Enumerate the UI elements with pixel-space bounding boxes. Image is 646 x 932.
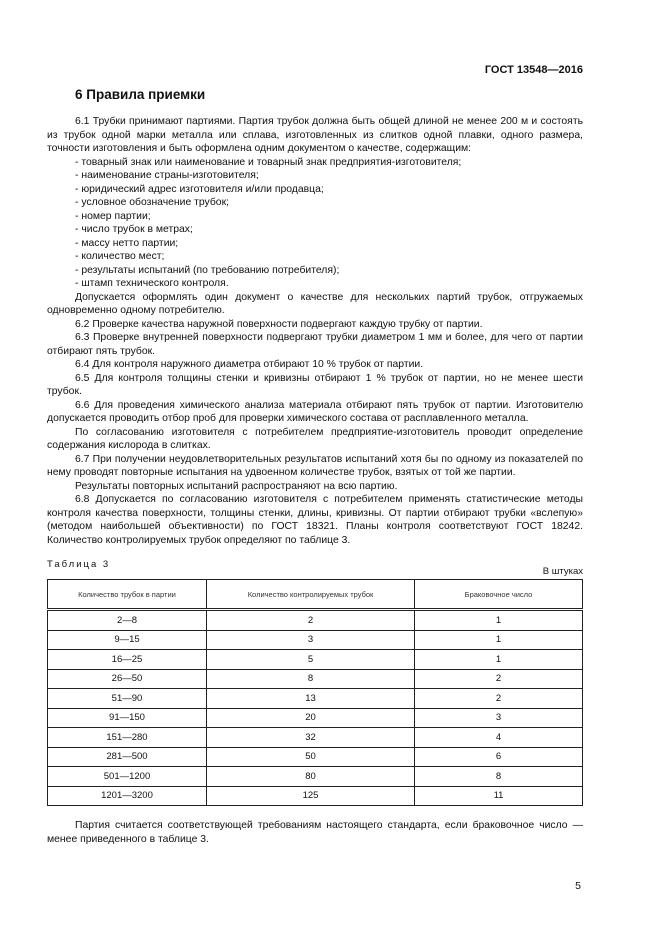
list-item: - результаты испытаний (по требованию потребителя); [75, 264, 340, 276]
section-body [47, 115, 583, 547]
table-cell: 91—150 [48, 708, 207, 728]
table-cell: 50 [207, 747, 415, 767]
table-row [48, 610, 583, 631]
table-cell: 151—280 [48, 728, 207, 748]
list-item: - штамп технического контроля. [75, 278, 229, 289]
table-cell: 8 [207, 669, 415, 689]
paragraph: 6.1 Трубки принимают партиями. Партия трубок должна быть общей длиной не менее 200 м и состоять из трубок одной марки металла или сплава, изготовленных из слитков одной плавки, одного размера, точности изготовления и быть оформлена одним документом о качестве, содержащим: [47, 116, 583, 154]
paragraph: Допускается оформлять один документ о качестве для нескольких партий трубок, отгружаемых одновременно одному потребителю. [47, 291, 583, 316]
section-title: 6 Правила приемки [75, 87, 206, 102]
table-heading [47, 559, 583, 579]
paragraph: 6.7 При получении неудовлетворительных результатов испытаний хотя бы по одному из показателей по нему проводят повторные испытания на удвоенном количестве трубок, взятых от той же партии. [47, 453, 583, 478]
table-cell: 20 [207, 708, 415, 728]
paragraph: Партия считается соответствующей требованиям настоящего стандарта, если браковочное число — менее приведенного в таблице 3. [47, 820, 583, 845]
column-header: Количество контролируемых трубок [207, 580, 415, 610]
table-cell: 2 [207, 610, 415, 631]
table-caption: Таблица 3 [47, 559, 111, 570]
list-item: - номер партии; [75, 210, 151, 222]
paragraph: 6.4 Для контроля наружного диаметра отбирают 10 % трубок от партии. [75, 359, 424, 370]
table-cell: 11 [415, 786, 583, 806]
table-units: В штуках [542, 566, 583, 577]
table-cell: 2 [415, 689, 583, 709]
table-cell: 125 [207, 786, 415, 806]
table-cell: 1 [415, 650, 583, 670]
paragraph: По согласованию изготовителя с потребителем предприятие-изготовитель проводит определение содержания кислорода в слитках. [47, 426, 583, 451]
list-item: - условное обозначение трубок; [75, 197, 230, 208]
table-cell: 6 [415, 747, 583, 767]
table-cell: 1 [415, 630, 583, 650]
paragraph: 6.3 Проверке внутренней поверхности подвергают трубки диаметром 1 мм и более, для чего от партии отбирают пять трубок. [47, 332, 583, 357]
table-row [48, 747, 583, 767]
table-row [48, 767, 583, 787]
table-row [48, 630, 583, 650]
list-item: - массу нетто партии; [75, 237, 179, 249]
table-row [48, 786, 583, 806]
paragraph: 6.8 Допускается по согласованию изготовителя с потребителем применять статистические методы контроля качества поверхности, толщины стенки, длины, кривизны. От партии отбирают трубки «вслепую» (методом наибольшей объективности) по ГОСТ 18321. Планы контроля соответствуют ГОСТ 18242. Количество контролируемых трубок определяют по таблице 3. [47, 494, 583, 546]
list-item: - количество мест; [75, 251, 165, 262]
table-cell: 1 [415, 610, 583, 631]
table-row [48, 689, 583, 709]
table-cell: 5 [207, 650, 415, 670]
paragraph: 6.2 Проверке качества наружной поверхности подвергают каждую трубку от партии. [75, 318, 483, 330]
list-item: - товарный знак или наименование и товарный знак предприятия-изготовителя; [75, 156, 462, 168]
table-cell: 3 [415, 708, 583, 728]
table-row [48, 708, 583, 728]
table-cell: 2—8 [48, 610, 207, 631]
table-3 [47, 579, 583, 806]
table-cell: 9—15 [48, 630, 207, 650]
paragraph: 6.5 Для контроля толщины стенки и кривизны отбирают 1 % трубок от партии, но не менее шести трубок. [47, 372, 583, 397]
table-row [48, 728, 583, 748]
table-cell: 80 [207, 767, 415, 787]
table-cell: 4 [415, 728, 583, 748]
table-row [48, 650, 583, 670]
document-header: ГОСТ 13548—2016 [484, 64, 583, 76]
table-cell: 281—500 [48, 747, 207, 767]
requirements-list [47, 156, 583, 291]
page-number: 5 [575, 880, 581, 892]
paragraph: 6.6 Для проведения химического анализа материала отбирают пять трубок от партии. Изготовителю допускается проводить отбор проб для проверки химического состава от расплавленного металла. [47, 399, 583, 424]
table-cell: 501—1200 [48, 767, 207, 787]
list-item: - наименование страны-изготовителя; [75, 170, 259, 181]
table-cell: 51—90 [48, 689, 207, 709]
table-cell: 16—25 [48, 650, 207, 670]
table-cell: 32 [207, 728, 415, 748]
column-header: Количество трубок в партии [48, 580, 207, 610]
list-item: - юридический адрес изготовителя и/или продавца; [75, 183, 324, 195]
table-cell: 8 [415, 767, 583, 787]
footer-body [47, 819, 583, 846]
table-cell: 26—50 [48, 669, 207, 689]
list-item: - число трубок в метрах; [75, 224, 193, 235]
column-header: Браковочное число [415, 580, 583, 610]
table-cell: 3 [207, 630, 415, 650]
paragraphs [47, 291, 583, 548]
table-cell: 13 [207, 689, 415, 709]
table-cell: 2 [415, 669, 583, 689]
table-row [48, 669, 583, 689]
paragraph: Результаты повторных испытаний распространяют на всю партию. [75, 480, 398, 492]
table-cell: 1201—3200 [48, 786, 207, 806]
